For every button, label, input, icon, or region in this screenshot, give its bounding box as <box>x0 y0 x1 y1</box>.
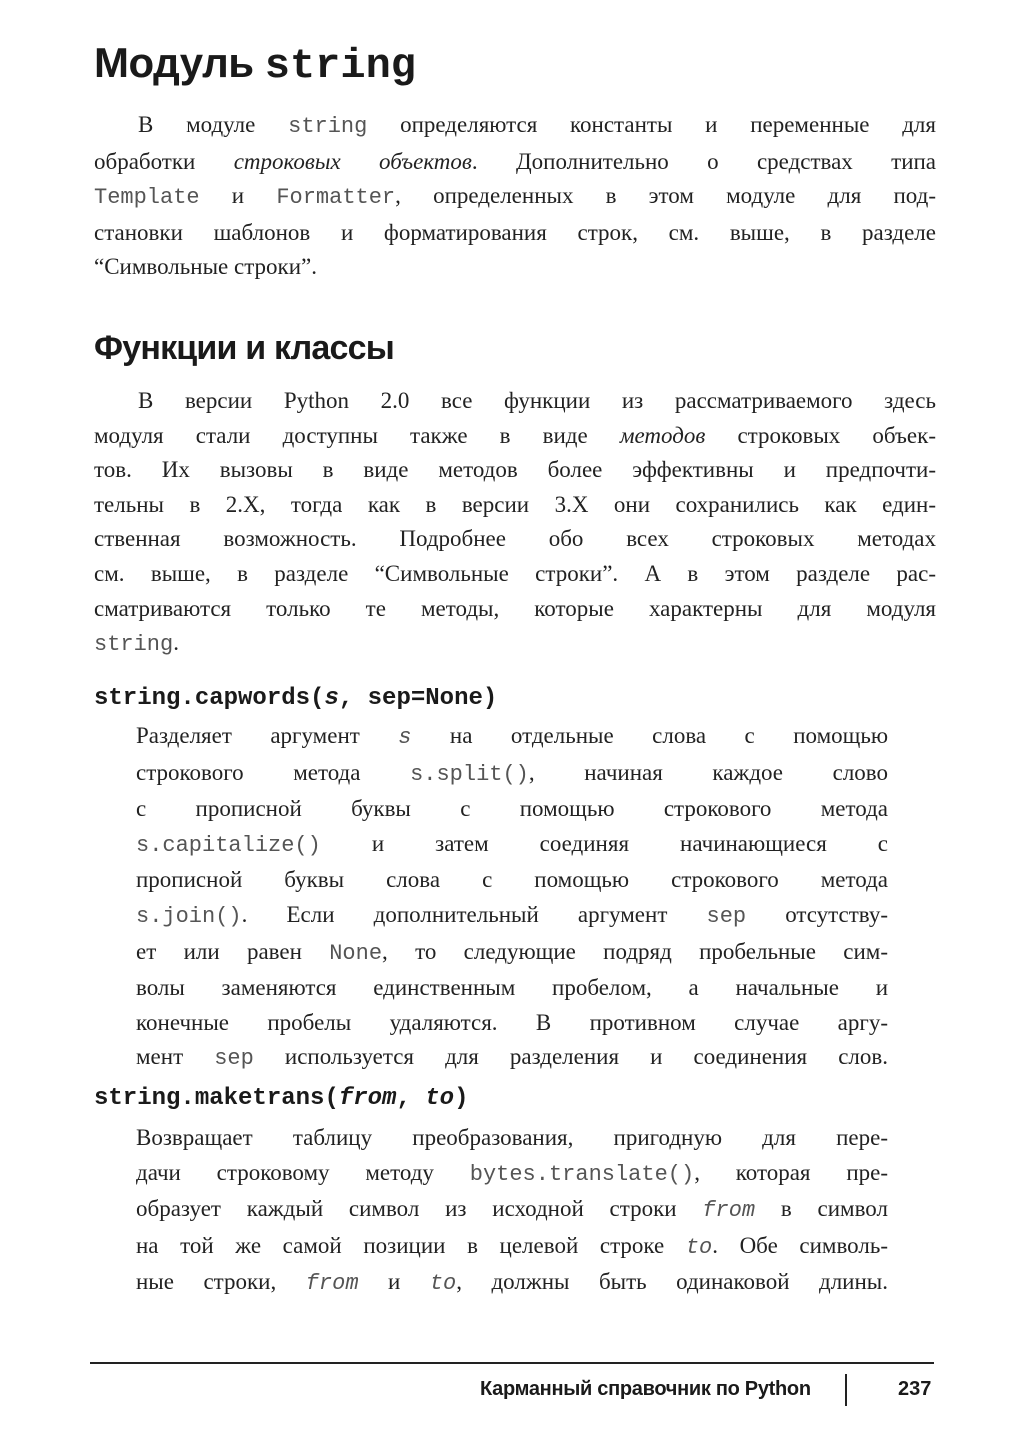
inline-code: string <box>94 632 174 658</box>
text: , <box>396 1085 426 1112</box>
text: строкового метода <box>136 759 411 785</box>
footer-divider <box>90 1362 934 1364</box>
section-line: тельны в 2.X, тогда как в версии 3.X они сохранились как един- <box>94 491 936 517</box>
inline-code: s <box>398 725 412 750</box>
text: мент <box>136 1044 215 1070</box>
inline-code: sep <box>214 1046 254 1072</box>
text: образует каждый символ из исходной строки <box>136 1196 703 1222</box>
text: и <box>358 1269 430 1295</box>
section-line: сматриваются только те методы, которые характерны для модуля <box>94 595 936 621</box>
inline-code: s.capitalize() <box>136 832 321 858</box>
text: и <box>199 183 277 209</box>
text: , которая пре- <box>694 1159 888 1185</box>
text: модуля стали доступны также в виде <box>94 422 620 448</box>
text: строковых объек- <box>705 422 936 448</box>
text: . <box>173 630 179 656</box>
desc-line <box>136 1156 888 1193</box>
text: используется для разделения и соединения слов. <box>253 1044 888 1070</box>
desc-line <box>136 1229 888 1266</box>
text: ет или равен <box>136 938 330 964</box>
text: . Дополнительно о средствах типа <box>471 148 937 174</box>
text: string.maketrans( <box>94 1085 339 1112</box>
text: . Обе символь- <box>712 1232 888 1258</box>
text: на отдельные слова с помощью <box>411 723 889 748</box>
inline-code: None <box>329 940 383 966</box>
desc-line: прописной буквы слова с помощью строкового метода <box>136 867 888 893</box>
text: В модуле <box>138 112 289 137</box>
maketrans-signature <box>94 1084 468 1114</box>
desc-line <box>136 1192 888 1229</box>
maketrans-description <box>136 1121 888 1302</box>
text: , начиная каждое слово <box>528 759 888 785</box>
heading-code: string <box>264 42 416 90</box>
section-line <box>94 419 936 454</box>
desc-line <box>136 898 888 935</box>
page-number: 237 <box>898 1378 932 1400</box>
inline-code: s.join() <box>136 903 242 929</box>
intro-paragraph <box>94 108 936 285</box>
text: Разделяет аргумент <box>136 723 399 748</box>
inline-code: Formatter <box>276 185 396 211</box>
footer-book-title: Карманный справочник по Python <box>480 1378 811 1400</box>
intro-line <box>94 145 936 180</box>
italic-text: строковых объектов <box>233 148 472 174</box>
italic-text: методов <box>619 422 706 448</box>
inline-code: string <box>288 114 368 139</box>
section-paragraph <box>94 384 936 663</box>
text: . Если дополнительный аргумент <box>241 901 707 927</box>
desc-line: с прописной буквы с помощью строкового метода <box>136 796 888 822</box>
section-line <box>94 626 936 663</box>
intro-line: “Символьные строки”. <box>94 254 317 280</box>
text: определяются константы и переменные для <box>367 112 936 137</box>
section-line: см. выше, в разделе “Символьные строки”. А в этом разделе рас- <box>94 560 936 586</box>
intro-line: становки шаблонов и форматирования строк, см. выше, в разделе <box>94 219 936 245</box>
desc-line: конечные пробелы удаляются. В противном случае аргу- <box>136 1009 888 1035</box>
inline-code: bytes.translate() <box>469 1161 695 1187</box>
text: , то следующие подряд пробельные сим- <box>382 938 888 964</box>
text: обработки <box>94 148 234 174</box>
inline-code: from <box>305 1271 359 1297</box>
text: , должны быть одинаковой длины. <box>456 1269 889 1295</box>
footer-separator <box>845 1374 847 1406</box>
desc-line <box>136 935 888 972</box>
argument: s <box>324 685 339 712</box>
section-line: тов. Их вызовы в виде методов более эффективны и предпочти- <box>94 457 936 483</box>
intro-line <box>94 108 936 145</box>
intro-line <box>94 179 936 216</box>
text: , sep=None) <box>338 685 498 712</box>
text: string.capwords( <box>94 685 325 712</box>
desc-line <box>136 1040 888 1077</box>
argument: to <box>425 1085 455 1112</box>
text: отсутству- <box>746 901 888 927</box>
page-heading <box>94 38 416 91</box>
text: ные строки, <box>136 1269 306 1295</box>
text: , определенных в этом модуле для под- <box>395 183 937 209</box>
inline-code: to <box>429 1271 457 1297</box>
desc-line: Возвращает таблицу преобразования, пригодную для пере- <box>136 1125 888 1150</box>
inline-code: sep <box>706 903 747 929</box>
inline-code: to <box>685 1234 713 1260</box>
desc-line <box>136 1265 888 1302</box>
section-line: ственная возможность. Подробнее обо всех строковых методах <box>94 526 936 552</box>
text: ) <box>454 1085 469 1112</box>
text: дачи строковому методу <box>136 1159 470 1185</box>
text: на той же самой позиции в целевой строке <box>136 1232 686 1258</box>
section-line: В версии Python 2.0 все функции из рассматриваемого здесь <box>138 388 936 413</box>
inline-code: s.split() <box>410 761 529 787</box>
inline-code: from <box>702 1198 756 1224</box>
desc-line <box>136 756 888 793</box>
capwords-signature <box>94 684 497 714</box>
text: и затем соединяя начинающиеся с <box>320 830 888 856</box>
argument: from <box>338 1085 397 1112</box>
desc-line <box>136 719 888 756</box>
section-heading: Функции и классы <box>94 329 394 367</box>
desc-line: волы заменяются единственным пробелом, а начальные и <box>136 975 888 1001</box>
heading-word: Модуль <box>94 39 254 86</box>
desc-line <box>136 827 888 864</box>
capwords-description <box>136 719 888 1077</box>
inline-code: Template <box>94 185 200 211</box>
text: в символ <box>755 1196 888 1222</box>
